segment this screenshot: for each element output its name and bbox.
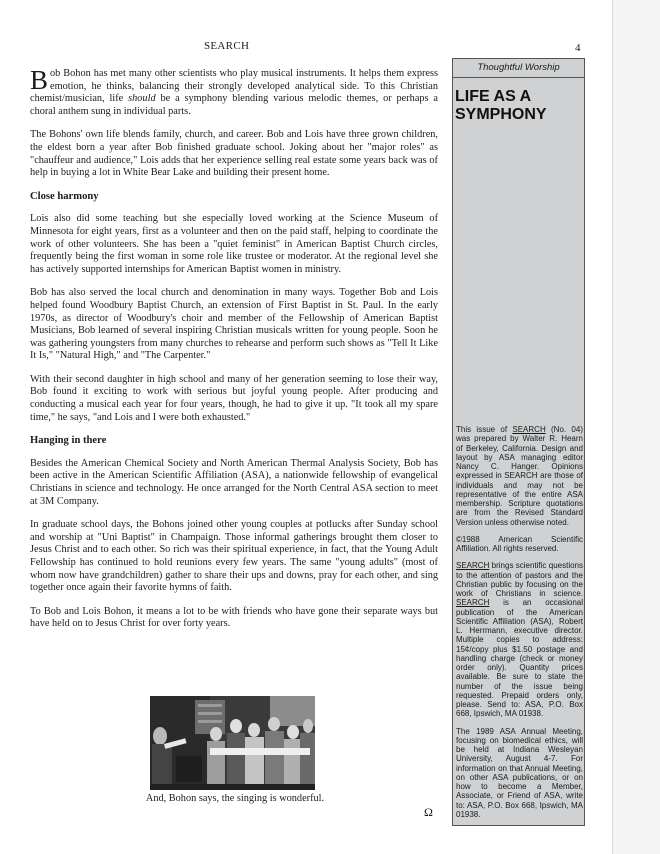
paragraph: Bob has also served the local church and denomination in many ways. Together Bob and Lois helped found Woodbury Baptist Church, an extension of First Baptist in St. Paul. In the early 1970s, as director of Woodbury's choir and member of the Fellowship of American Baptist Musicians, Bob learned of several inspiring Christian musicals written for young people. Soon he was gathering youngsters from many churches to rehearse and perform such shows as "Tell It Like It Is," "Natural High," and "The Carpenter." — [30, 287, 438, 362]
sidebar-title: LIFE AS A SYMPHONY — [455, 88, 547, 123]
running-header: SEARCH — [204, 40, 250, 52]
choir-photo — [150, 696, 315, 790]
paragraph: In graduate school days, the Bohons joined other young couples at potlucks after Sunday school and worship at "Uni Baptist" in Champaign. Those informal gatherings brought them closer to Jesus Christ and to each other. So rich was their spiritual experience, in fact, that the Young Adult Fellowship has continued to hold reunions every few years. The same "young adults" (most of whom now have grandchildren) gather to share their ups and downs, pray for each other, and sing together once again their favorite hymns of faith. — [30, 519, 438, 594]
credits-note: This issue of SEARCH (No. 04) was prepared by Walter R. Hearn of Berkeley, California. Design and layout by ASA managing editor Nancy C. Hanger. Opinions expressed in SEARCH are those of individuals and may not be representative of the entire ASA membership. Scripture quotations are from the Revised Standard Version unless otherwise noted. — [456, 425, 583, 527]
paragraph: Besides the American Chemical Society and North American Thermal Analysis Society, Bob has been active in the American Scientific Affiliation (ASA), a nationwide fellowship of evangelical Christians in science and technology. He once arranged for the North Central ASA section to meet at 3M Company. — [30, 457, 438, 507]
paragraph-intro: Bob Bohon has met many other scientists who play musical instruments. It helps them express emotion, he thinks, balancing their strongly developed analytical side. To this Christian chemist/musician, life should be a symphony blending various melodic themes, or perhaps a choral anthem sung in individual parts. — [30, 65, 438, 117]
sidebar-notes — [456, 425, 583, 827]
sidebar-label: Thoughtful Worship — [453, 59, 584, 78]
meeting-note: The 1989 ASA Annual Meeting, focusing on biomedical ethics, will be held at Indiana Wesleyan University, August 4-7. For information on that Annual Meeting, on other ASA publications, or on how to become a Member, Associate, or Friend of ASA, write to: ASA, P.O. Box 668, Ipswich, MA 01938. — [456, 726, 583, 819]
article-body — [30, 65, 438, 642]
drop-cap: B — [30, 65, 49, 95]
paragraph: To Bob and Lois Bohon, it means a lot to be with friends who have gone their separate ways but have held on to Jesus Christ for over forty years. — [30, 605, 438, 630]
copyright-note: ©1988 American Scientific Affiliation. All rights reserved. — [456, 534, 583, 553]
paragraph: With their second daughter in high school and many of her generation seeming to lose their way, Bob found it exciting to work with serious but joyful young people. After producing and conducting a musical each year for four years, though, he had to give it up. "It took all my spare time," he says, "and Lois and I were both exhausted." — [30, 373, 438, 423]
section-heading: Hanging in there — [30, 435, 107, 447]
publication-note: SEARCH brings scientific questions to the attention of pastors and the Christian public by focusing on the work of Christians in science. SEARCH is an occasional publication of the American Scientific Affiliation (ASA), Robert L. Herrmann, executive director. Multiple copies to address: 15¢/copy plus $1.50 postage and handling charge (check or money order only). Quantity prices available. Be sure to state the number of the issue being requested. Prepaid orders only, please. Send to: ASA, P.O. Box 668, Ipswich, MA 01938. — [456, 561, 583, 719]
photo-caption: And, Bohon says, the singing is wonderful. — [145, 793, 325, 804]
page-edge — [612, 0, 660, 854]
paragraph: The Bohons' own life blends family, church, and career. Bob and Lois have three grown children, the eldest born a year after Bob finished graduate school. Joking about her "major roles" as "chauffeur and audience," Lois adds that her experience selling real estate some years back was of help in buying a lot in White Bear Lake and building their present home. — [30, 129, 438, 179]
sidebar-box — [452, 58, 585, 826]
page-number: 4 — [575, 42, 581, 54]
choir-photo-image — [150, 696, 315, 790]
section-heading: Close harmony — [30, 190, 99, 202]
paragraph: Lois also did some teaching but she especially loved working at the Science Museum of Minnesota for eight years, first as a volunteer and then on the paid staff, helping to coordinate the work of other volunteers. She has been a "quiet feminist" in American Baptist Church circles, frequently being the first woman in some role like trustee or moderator. At the regional level she has actively supported internships for American Baptist women in ministry. — [30, 213, 438, 275]
end-mark: Ω — [424, 805, 433, 819]
